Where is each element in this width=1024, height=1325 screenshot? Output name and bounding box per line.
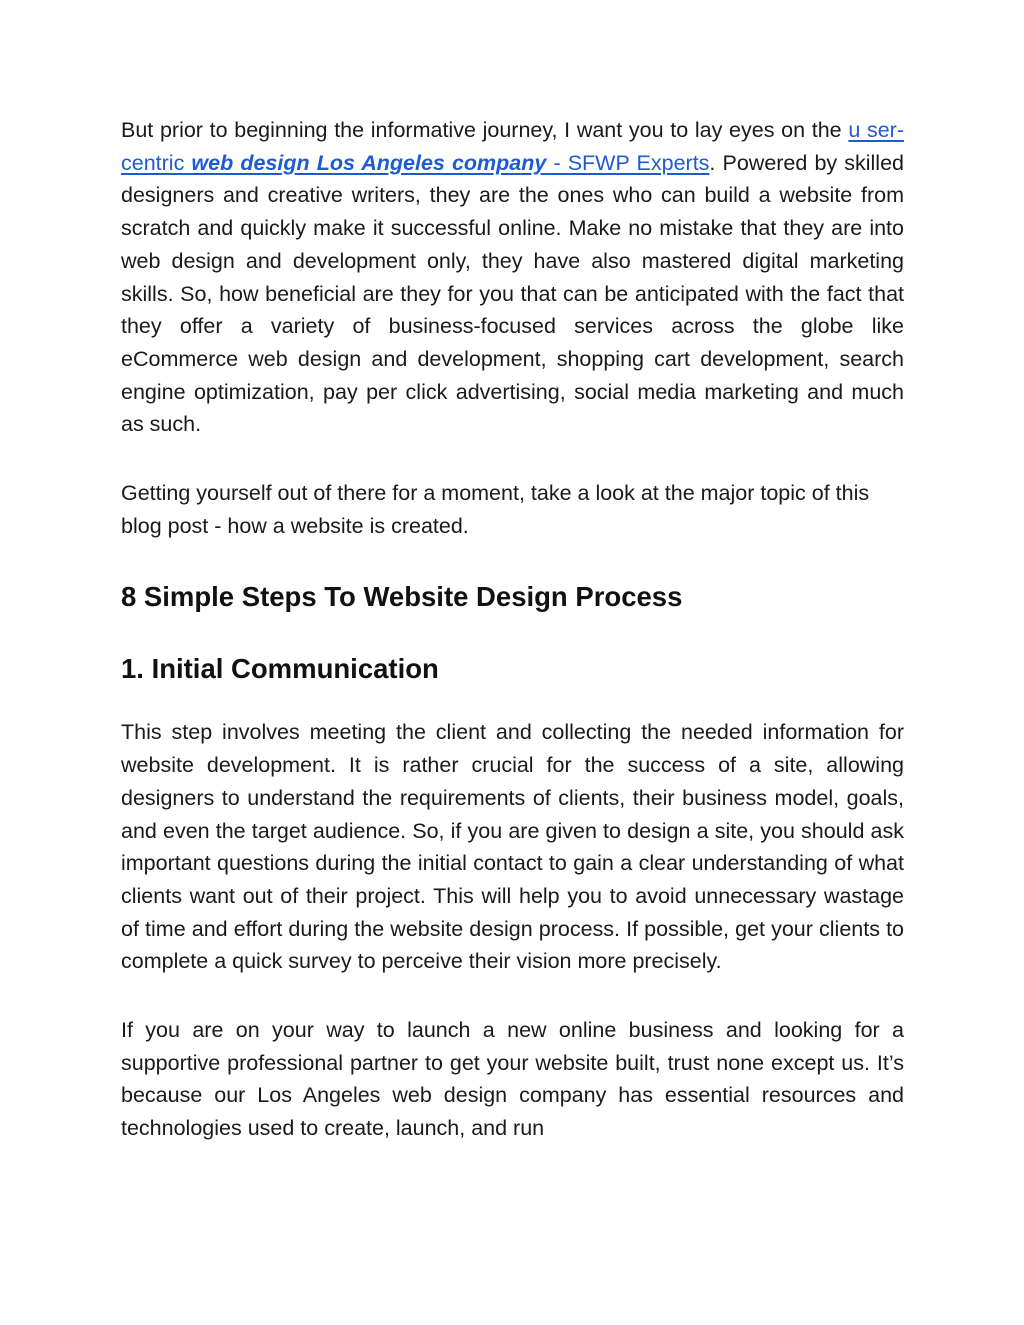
intro-paragraph: [121, 114, 904, 441]
step-heading: 1. Initial Communication: [121, 653, 439, 685]
document-page: [121, 114, 904, 1145]
paragraph-spacer: [121, 441, 904, 477]
closing-paragraph: If you are on your way to launch a new online business and looking for a supportive professional partner to get your website built, trust none except us. It’s because our Los Angeles web design company has essential resources and technologies used to create, launch, and run: [121, 1018, 904, 1141]
company-link-suffix: - SFWP Experts: [546, 150, 710, 175]
intro-lead-text: But prior to beginning the informative journey, I want you to lay eyes on the: [121, 118, 849, 142]
company-link-strong: web design Los Angeles company: [191, 150, 547, 175]
intro-after-link-text: . Powered by skilled designers and creative writers, they are the ones who can build a website from scratch and quickly make it successful online. Make no mistake that they are into web design and development only, they have also mastered digital marketing skills. So, how beneficial are they for you that can be anticipated with the fact that they offer a variety of business-focused services across the globe like eCommerce web design and development, shopping cart development, search engine optimization, pay per click advertising, social media marketing and much as such.: [121, 150, 904, 437]
paragraph-spacer: [121, 542, 904, 580]
heading-spacer: [121, 614, 904, 652]
section-heading: 8 Simple Steps To Website Design Process: [121, 581, 683, 613]
company-link-prefix: u ser-centric: [121, 118, 904, 175]
transition-paragraph: Getting yourself out of there for a moment, take a look at the major topic of this blog post - how a website is created.: [121, 481, 870, 538]
heading-spacer: [121, 686, 904, 716]
paragraph-spacer: [121, 978, 904, 1014]
step-paragraph: This step involves meeting the client and collecting the needed information for website development. It is rather crucial for the success of a site, allowing designers to understand the requirements of clients, their business model, goals, and even the target audience. So, if you are given to design a site, you should ask important questions during the initial contact to gain a clear understanding of what clients want out of their project. This will help you to avoid unnecessary wastage of time and effort during the website design process. If possible, get your clients to complete a quick survey to perceive their vision more precisely.: [121, 720, 904, 974]
